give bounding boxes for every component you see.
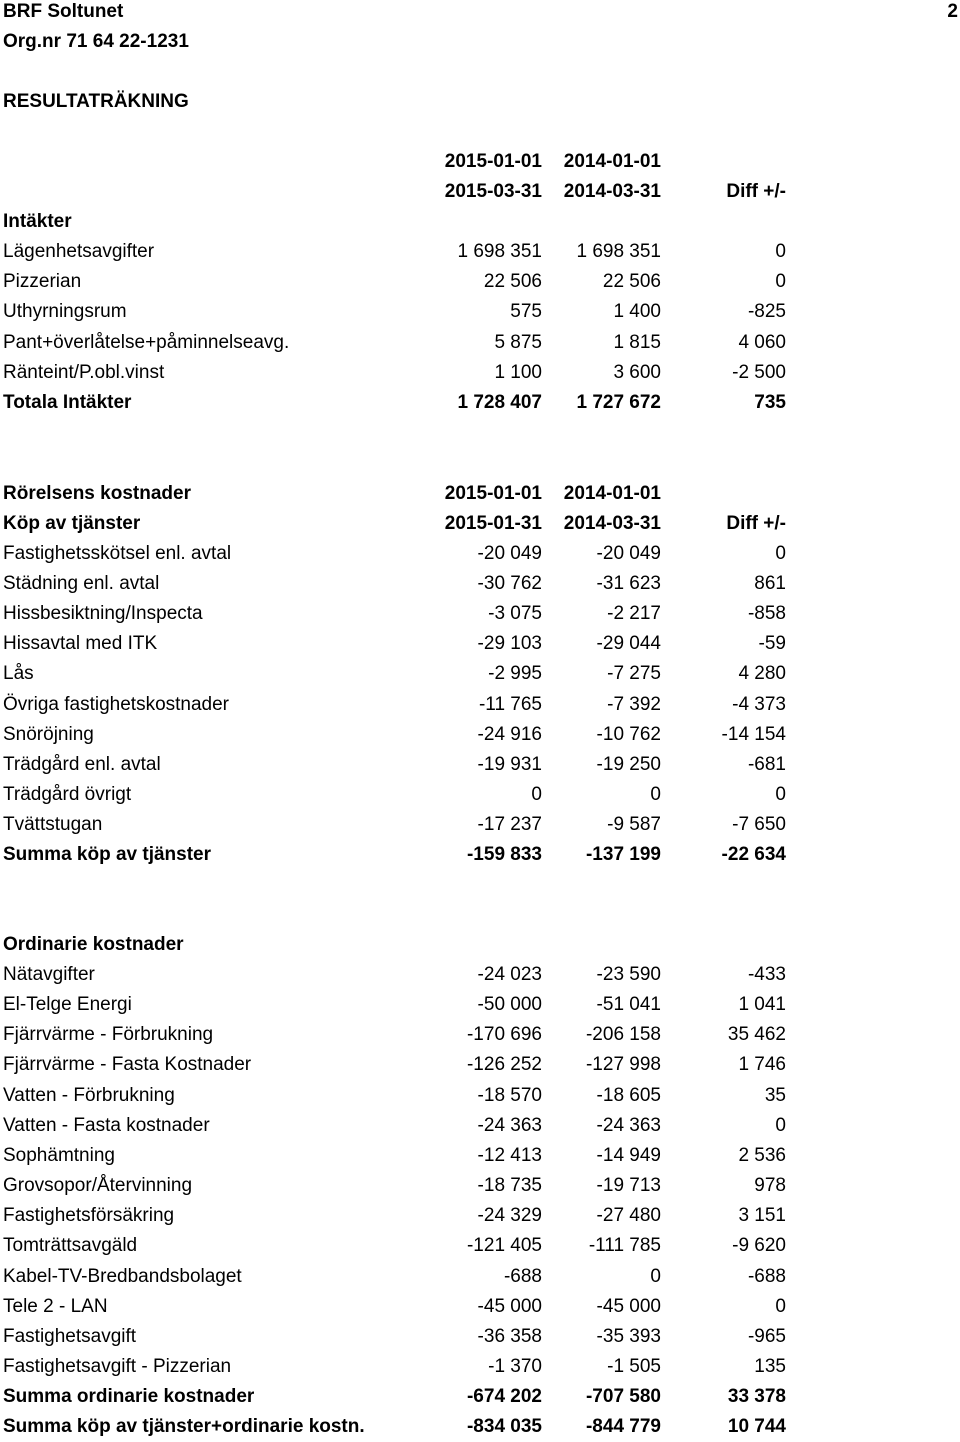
diff-value: 35 462 (727, 1024, 786, 1046)
row-label: Pizzerian (3, 271, 82, 293)
table-row (0, 1171, 960, 1201)
ordinary-total-current: -674 202 (466, 1386, 542, 1407)
row-label: Fjärrvärme - Förbrukning (3, 1024, 214, 1046)
operating-current-from: 2015-01-01 (444, 483, 542, 504)
current-period-value: -36 358 (477, 1325, 542, 1347)
grand-total-row (0, 1412, 960, 1442)
period-to-row (0, 177, 960, 207)
row-label: Snöröjning (3, 723, 94, 745)
diff-value: -433 (747, 964, 786, 985)
row-label: Fastighetsavgift - Pizzerian (3, 1355, 232, 1377)
current-period-value: 0 (531, 783, 542, 805)
row-label: Fjärrvärme - Fasta Kostnader (3, 1054, 252, 1076)
table-row (0, 267, 960, 297)
table-row (0, 1141, 960, 1171)
previous-period-value: -24 363 (596, 1114, 661, 1136)
row-label: Trädgård enl. avtal (3, 753, 161, 775)
diff-value: 0 (775, 783, 786, 805)
current-period-to: 2015-03-31 (444, 181, 542, 202)
previous-period-value: -19 713 (596, 1175, 661, 1197)
grand-total-label: Summa köp av tjänster+ordinarie kostn. (3, 1416, 365, 1437)
row-label: Kabel-TV-Bredbandsbolaget (3, 1265, 242, 1287)
previous-period-value: -18 605 (596, 1084, 661, 1106)
income-total-current: 1 728 407 (457, 392, 542, 413)
diff-value: 861 (754, 573, 786, 595)
previous-period-value: 3 600 (613, 361, 661, 383)
table-row (0, 1020, 960, 1050)
row-label: Vatten - Fasta kostnader (3, 1114, 210, 1136)
row-label: Hissbesiktning/Inspecta (3, 603, 203, 625)
ordinary-total-diff: 33 378 (727, 1386, 786, 1407)
table-row (0, 629, 960, 659)
ordinary-total-previous: -707 580 (585, 1386, 661, 1407)
table-row (0, 810, 960, 840)
current-period-value: -19 931 (477, 753, 542, 775)
diff-value: -858 (747, 603, 786, 625)
previous-period-value: -1 505 (607, 1355, 661, 1377)
previous-period-value: -206 158 (585, 1024, 661, 1046)
page-number: 2 (947, 1, 958, 22)
row-label: Övriga fastighetskostnader (3, 693, 230, 715)
table-row (0, 1201, 960, 1231)
previous-period-value: -10 762 (596, 723, 661, 745)
table-row (0, 1262, 960, 1292)
previous-period-value: -111 785 (588, 1235, 661, 1257)
table-row (0, 1111, 960, 1141)
previous-period-to: 2014-03-31 (563, 181, 661, 202)
current-period-value: -24 916 (477, 723, 542, 745)
previous-period-value: -14 949 (596, 1144, 661, 1166)
current-period-value: -45 000 (477, 1295, 542, 1317)
table-row (0, 328, 960, 358)
current-period-value: -17 237 (477, 813, 542, 835)
previous-period-value: -23 590 (596, 964, 661, 985)
row-label: Tvättstugan (3, 813, 103, 835)
row-label: Grovsopor/Återvinning (3, 1175, 193, 1197)
row-label: Fastighetsskötsel enl. avtal (3, 543, 232, 564)
ordinary-total-label: Summa ordinarie kostnader (3, 1386, 255, 1407)
table-row (0, 1352, 960, 1382)
diff-value: -825 (747, 301, 786, 323)
current-period-value: -2 995 (488, 663, 542, 685)
diff-value: -681 (747, 753, 786, 775)
diff-value: -59 (758, 633, 786, 655)
current-period-value: 1 100 (494, 361, 542, 383)
previous-period-value: -127 998 (585, 1054, 661, 1076)
table-row (0, 358, 960, 388)
previous-period-value: 0 (650, 783, 661, 805)
current-period-value: -20 049 (477, 543, 542, 564)
operating-total-current: -159 833 (466, 844, 542, 865)
diff-value: 135 (754, 1355, 786, 1377)
operating-total-previous: -137 199 (585, 844, 661, 865)
diff-value: 978 (754, 1175, 786, 1197)
row-label: Sophämtning (3, 1144, 115, 1166)
previous-period-value: 0 (650, 1265, 661, 1287)
income-total-label: Totala Intäkter (3, 392, 132, 413)
previous-period-value: -35 393 (596, 1325, 661, 1347)
diff-value: 0 (775, 1114, 786, 1136)
table-row (0, 1292, 960, 1322)
income-total-previous: 1 727 672 (576, 392, 661, 413)
diff-value: 2 536 (738, 1144, 786, 1166)
previous-period-value: 1 400 (613, 301, 661, 323)
ordinary-total-row (0, 1382, 960, 1412)
diff-value: 0 (775, 1295, 786, 1317)
row-label: Uthyrningsrum (3, 301, 127, 323)
current-period-value: -18 735 (477, 1175, 542, 1197)
row-label: Trädgård övrigt (3, 783, 132, 805)
previous-period-value: -9 587 (607, 813, 661, 835)
grand-total-diff: 10 744 (727, 1416, 786, 1437)
table-row (0, 720, 960, 750)
diff-value: -9 620 (732, 1235, 786, 1257)
diff-value: 0 (775, 543, 786, 564)
operating-heading: Rörelsens kostnader (3, 483, 191, 504)
operating-diff-header: Diff +/- (726, 513, 786, 534)
current-period-value: -50 000 (477, 994, 542, 1016)
current-period-value: -126 252 (466, 1054, 542, 1076)
income-heading-row (0, 207, 960, 237)
row-label: Lägenhetsavgifter (3, 241, 155, 262)
operating-heading-row (0, 479, 960, 509)
row-label: Pant+överlåtelse+påminnelseavg. (3, 331, 290, 353)
current-period-value: 5 875 (494, 331, 542, 353)
diff-value: -965 (747, 1325, 786, 1347)
previous-period-value: -7 392 (607, 693, 661, 715)
current-period-value: -688 (503, 1265, 542, 1287)
diff-value: -688 (747, 1265, 786, 1287)
current-period-value: -30 762 (477, 573, 542, 595)
current-period-value: 22 506 (483, 271, 542, 293)
title-row (0, 87, 960, 117)
row-label: Vatten - Förbrukning (3, 1084, 175, 1106)
table-row (0, 1050, 960, 1080)
table-row (0, 1322, 960, 1352)
operating-total-label: Summa köp av tjänster (3, 844, 212, 865)
row-label: Lås (3, 663, 34, 685)
current-period-value: -3 075 (488, 603, 542, 625)
row-label: Tele 2 - LAN (3, 1295, 108, 1317)
current-period-value: -29 103 (477, 633, 542, 655)
table-row (0, 780, 960, 810)
previous-period-value: -27 480 (596, 1205, 661, 1227)
current-period-value: -24 363 (477, 1114, 542, 1136)
table-row (0, 659, 960, 689)
table-row (0, 960, 960, 990)
diff-value: 0 (775, 241, 786, 262)
table-row (0, 297, 960, 327)
ordinary-heading-row (0, 930, 960, 960)
table-row (0, 539, 960, 569)
row-label: Fastighetsavgift (3, 1325, 137, 1347)
row-label: El-Telge Energi (3, 994, 132, 1016)
income-total-diff: 735 (754, 392, 786, 413)
services-subheading: Köp av tjänster (3, 513, 141, 534)
previous-period-value: 1 698 351 (576, 241, 661, 262)
operating-previous-from: 2014-01-01 (563, 483, 661, 504)
current-period-value: -24 329 (477, 1205, 542, 1227)
diff-value: -14 154 (721, 723, 786, 745)
table-row (0, 990, 960, 1020)
diff-value: 4 280 (738, 663, 786, 685)
previous-period-value: -45 000 (596, 1295, 661, 1317)
income-heading: Intäkter (3, 211, 72, 232)
current-period-value: -170 696 (466, 1024, 542, 1046)
previous-period-value: -20 049 (596, 543, 661, 564)
previous-period-value: -19 250 (596, 753, 661, 775)
previous-period-value: -29 044 (596, 633, 661, 655)
diff-value: -7 650 (732, 813, 786, 835)
services-subheading-row (0, 509, 960, 539)
current-period-value: -1 370 (488, 1355, 542, 1377)
operating-total-row (0, 840, 960, 870)
org-name: BRF Soltunet (3, 1, 124, 22)
diff-value: 1 746 (738, 1054, 786, 1076)
previous-period-value: -7 275 (607, 663, 661, 685)
current-period-value: -121 405 (466, 1235, 542, 1257)
diff-value: 35 (764, 1084, 786, 1106)
diff-value: -2 500 (732, 361, 786, 383)
previous-period-value: -31 623 (596, 573, 661, 595)
diff-value: 0 (775, 271, 786, 293)
operating-total-diff: -22 634 (721, 844, 786, 865)
row-label: Fastighetsförsäkring (3, 1205, 175, 1227)
table-row (0, 1231, 960, 1261)
table-row (0, 690, 960, 720)
previous-period-value: 22 506 (602, 271, 661, 293)
diff-value: -4 373 (732, 693, 786, 715)
grand-total-previous: -844 779 (585, 1416, 661, 1437)
current-period-value: -11 765 (478, 693, 542, 715)
current-period-value: -24 023 (477, 964, 542, 985)
row-label: Tomträttsavgäld (3, 1235, 138, 1257)
previous-period-value: -51 041 (596, 994, 661, 1016)
previous-period-from: 2014-01-01 (563, 151, 661, 172)
grand-total-current: -834 035 (466, 1416, 542, 1437)
previous-period-value: -2 217 (607, 603, 661, 625)
org-number: Org.nr 71 64 22-1231 (3, 31, 189, 52)
current-period-value: 1 698 351 (457, 241, 542, 262)
diff-value: 4 060 (738, 331, 786, 353)
page-title: RESULTATRÄKNING (3, 91, 189, 112)
current-period-value: 575 (510, 301, 542, 323)
period-from-row (0, 147, 960, 177)
operating-current-to: 2015-01-31 (444, 513, 542, 534)
current-period-from: 2015-01-01 (444, 151, 542, 172)
row-label: Nätavgifter (3, 964, 95, 985)
diff-value: 1 041 (738, 994, 786, 1016)
income-total-row (0, 388, 960, 418)
org-number-row (0, 27, 960, 57)
row-label: Ränteint/P.obl.vinst (3, 361, 165, 383)
diff-header: Diff +/- (726, 181, 786, 202)
row-label: Hissavtal med ITK (3, 633, 158, 655)
table-row (0, 237, 960, 267)
table-row (0, 1081, 960, 1111)
document-header (0, 0, 960, 27)
current-period-value: -12 413 (477, 1144, 542, 1166)
row-label: Städning enl. avtal (3, 573, 160, 595)
table-row (0, 599, 960, 629)
current-period-value: -18 570 (477, 1084, 542, 1106)
table-row (0, 569, 960, 599)
previous-period-value: 1 815 (613, 331, 661, 353)
diff-value: 3 151 (738, 1205, 786, 1227)
operating-previous-to: 2014-03-31 (563, 513, 661, 534)
ordinary-heading: Ordinarie kostnader (3, 934, 184, 955)
table-row (0, 750, 960, 780)
